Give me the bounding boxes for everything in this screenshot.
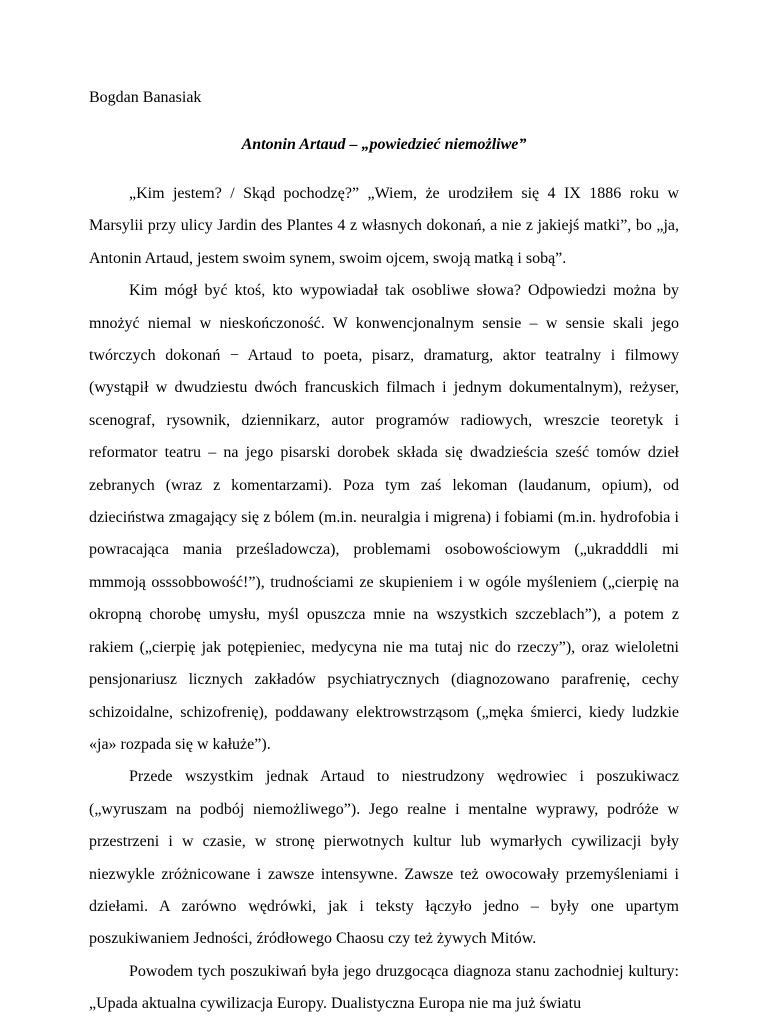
article-title: Antonin Artaud – „powiedzieć niemożliwe” [241,136,527,153]
paragraph-3: Przede wszystkim jednak Artaud to niestrudzony wędrowiec i poszukiwacz („wyruszam na podbój niemożliwego”). Jego realne i mentalne wyprawy, podróże w przestrzeni i w czasie, w stronę pierwotnych kultur lub wymarłych cywilizacji były niezwykle zróżnicowane i zawsze intensywne. Zawsze też owocowały przemyśleniami i dziełami. A zarówno wędrówki, jak i teksty łączyło jedno – były one upartym poszukiwaniem Jedności, źródłowego Chaosu czy też żywych Mitów. [89,768,679,948]
article-body [89,178,679,1021]
author-name: Bogdan Banasiak [89,89,202,106]
paragraph-4: Powodem tych poszukiwań była jego druzgocąca diagnoza stanu zachodniej kultury: „Upada aktualna cywilizacja Europy. Dualistyczna Europa nie ma już światu [89,962,679,1013]
paragraph-2: Kim mógł być ktoś, kto wypowiadał tak osobliwe słowa? Odpowiedzi można by mnożyć niemal w nieskończoność. W konwencjonalnym sensie – w sensie skali jego twórczych dokonań − Artaud to poeta, pisarz, dramaturg, aktor teatralny i filmowy (wystąpił w dwudziestu dwóch francuskich filmach i jednym dokumentalnym), reżyser, scenograf, rysownik, dziennikarz, autor programów radiowych, wreszcie teoretyk i reformator teatru – na jego pisarski dorobek składa się dwadzieścia sześć tomów dzieł zebranych (wraz z komentarzami). Poza tym zaś lekoman (laudanum, opium), od dzieciństwa zmagający się z bólem (m.in. neuralgia i migrena) i fobiami (m.in. hydrofobia i powracająca mania prześladowcza), problemami osobowościowym („ukradddli mi mmmoją osssobbowość!”), trudnościami ze skupieniem i w ogóle myśleniem („cierpię na okropną chorobę umysłu, myśl opuszcza mnie na wszystkich szczeblach”), a potem z rakiem („cierpię jak potępieniec, medycyna nie ma tutaj nic do rzeczy”), oraz wieloletni pensjonariusz licznych zakładów psychiatrycznych (diagnozowano parafrenię, cechy schizoidalne, schizofrenię), poddawany elektrowstrząsom („męka śmierci, kiedy ludzkie «ja» rozpada się w kałuże”). [89,282,679,753]
paragraph-1: „Kim jestem? / Skąd pochodzę?” „Wiem, że urodziłem się 4 IX 1886 roku w Marsylii przy ulicy Jardin des Plantes 4 z własnych dokonań, a nie z jakiejś matki”, bo „ja, Antonin Artaud, jestem swoim synem, swoim ojcem, swoją matką i sobą”. [89,185,679,267]
